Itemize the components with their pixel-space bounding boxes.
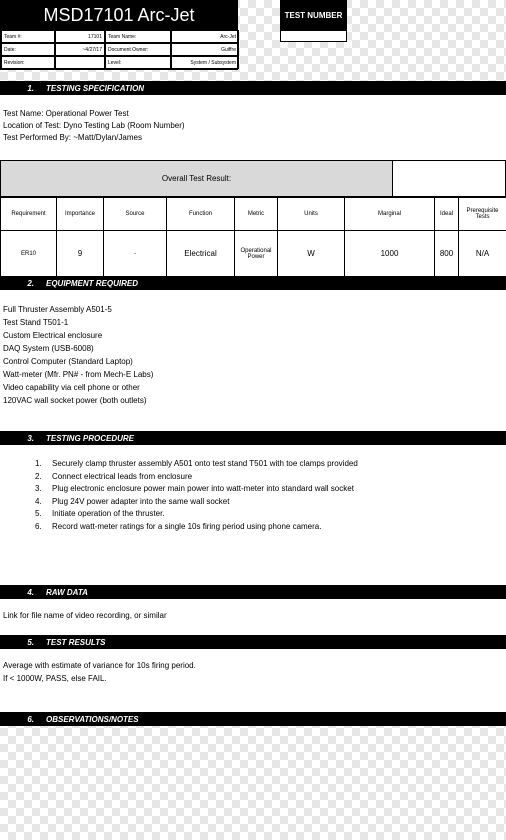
procedure-step: 3. Plug electronic enclosure power main power into watt-meter into standard wall socket bbox=[35, 484, 354, 493]
raw-data-line: Link for file name of video recording, or similar bbox=[3, 611, 167, 620]
section-title: RAW DATA bbox=[46, 587, 88, 597]
requirements-row bbox=[1, 231, 506, 277]
ideal-cell: 800 bbox=[435, 231, 459, 277]
section-number: 2. bbox=[27, 278, 34, 288]
requirements-header-row bbox=[1, 198, 506, 231]
header-cell: Source bbox=[104, 198, 167, 231]
source-cell: - bbox=[104, 231, 167, 277]
section-title: OBSERVATIONS/NOTES bbox=[46, 714, 139, 724]
overall-result-value[interactable] bbox=[393, 161, 505, 196]
equipment-item: Video capability via cell phone or other bbox=[3, 383, 140, 392]
marginal-cell: 1000 bbox=[345, 231, 435, 277]
team-number-label: Team #: bbox=[1, 30, 55, 43]
overall-result-row bbox=[0, 160, 506, 197]
equipment-item: Test Stand T501-1 bbox=[3, 318, 69, 327]
level-value: System / Subsystem bbox=[171, 56, 239, 69]
procedure-step: 6. Record watt-meter ratings for a single 10s firing period using phone camera. bbox=[35, 521, 322, 531]
header-cell: Importance bbox=[57, 198, 104, 231]
revision-label: Revision: bbox=[1, 56, 55, 69]
spec-line: Location of Test: Dyno Testing Lab (Room Number) bbox=[3, 121, 185, 130]
equipment-item: Custom Electrical enclosure bbox=[3, 331, 103, 340]
header-cell: Requirement bbox=[1, 198, 57, 231]
procedure-list bbox=[0, 458, 358, 533]
importance-cell: 9 bbox=[57, 231, 104, 277]
header-cell: Metric bbox=[235, 198, 278, 231]
section-number: 6. bbox=[27, 714, 34, 724]
header-meta-table bbox=[0, 29, 238, 70]
requirements-table bbox=[0, 197, 506, 277]
team-name-label: Team Name: bbox=[105, 30, 171, 43]
section-1-header bbox=[0, 81, 506, 95]
section-5-header bbox=[0, 635, 506, 649]
section-number: 1. bbox=[27, 83, 34, 93]
section-4-header bbox=[0, 585, 506, 599]
procedure-step: 2. Connect electrical leads from enclosure bbox=[35, 471, 193, 481]
test-number-label: TEST NUMBER bbox=[280, 0, 347, 30]
header-cell: Function bbox=[167, 198, 235, 231]
equipment-item: Control Computer (Standard Laptop) bbox=[3, 357, 133, 366]
equipment-item: 120VAC wall socket power (both outlets) bbox=[3, 396, 147, 405]
section-title: TESTING SPECIFICATION bbox=[46, 83, 145, 93]
test-number-field bbox=[280, 30, 347, 42]
procedure-step: 4. Plug 24V power adapter into the same wall socket bbox=[35, 496, 230, 506]
revision-value bbox=[55, 56, 105, 69]
header-cell: Prerequisite Tests bbox=[459, 198, 506, 231]
section-title: TEST RESULTS bbox=[46, 637, 106, 647]
section-title: EQUIPMENT REQUIRED bbox=[46, 278, 139, 288]
spec-line: Test Performed By: ~Matt/Dylan/James bbox=[3, 133, 142, 142]
spec-body bbox=[0, 95, 506, 160]
section-6-header bbox=[0, 712, 506, 726]
metric-cell: Operational Power bbox=[235, 231, 278, 277]
equipment-body bbox=[0, 290, 506, 431]
results-line: Average with estimate of variance for 10s firing period. bbox=[3, 661, 196, 670]
section-number: 5. bbox=[27, 637, 34, 647]
level-label: Level: bbox=[105, 56, 171, 69]
function-cell: Electrical bbox=[167, 231, 235, 277]
equipment-item: DAQ System (USB-6008) bbox=[3, 344, 94, 353]
requirement-cell: ER10 bbox=[1, 231, 57, 277]
section-title: TESTING PROCEDURE bbox=[46, 433, 135, 443]
procedure-step: 5. Initiate operation of the thruster. bbox=[35, 509, 165, 518]
document-owner-label: Document Owner: bbox=[105, 43, 171, 56]
units-cell: W bbox=[278, 231, 345, 277]
section-2-header bbox=[0, 276, 506, 290]
section-number: 4. bbox=[27, 587, 34, 597]
date-value: ~4/27/17 bbox=[55, 43, 105, 56]
header-cell: Marginal bbox=[345, 198, 435, 231]
equipment-item: Full Thruster Assembly A501-5 bbox=[3, 305, 112, 314]
prerequisite-cell: N/A bbox=[459, 231, 506, 277]
raw-data-body bbox=[0, 599, 506, 635]
team-name-value: Arc-Jet bbox=[171, 30, 239, 43]
spec-line: Test Name: Operational Power Test bbox=[3, 109, 129, 118]
date-label: Date: bbox=[1, 43, 55, 56]
section-3-header bbox=[0, 431, 506, 445]
document-title: MSD17101 Arc-Jet bbox=[0, 0, 238, 30]
document-owner-value: Guiffre bbox=[171, 43, 239, 56]
section-number: 3. bbox=[27, 433, 34, 443]
results-body bbox=[0, 649, 506, 712]
results-line: If < 1000W, PASS, else FAIL. bbox=[3, 674, 107, 683]
procedure-step: 1. Securely clamp thruster assembly A501 onto test stand T501 with toe clamps provided bbox=[35, 459, 358, 468]
equipment-item: Watt-meter (Mfr. PN# - from Mech-E Labs) bbox=[3, 370, 154, 379]
header-cell: Ideal bbox=[435, 198, 459, 231]
team-number-value: 17101 bbox=[55, 30, 105, 43]
overall-result-label: Overall Test Result: bbox=[1, 161, 393, 196]
header-cell: Units bbox=[278, 198, 345, 231]
